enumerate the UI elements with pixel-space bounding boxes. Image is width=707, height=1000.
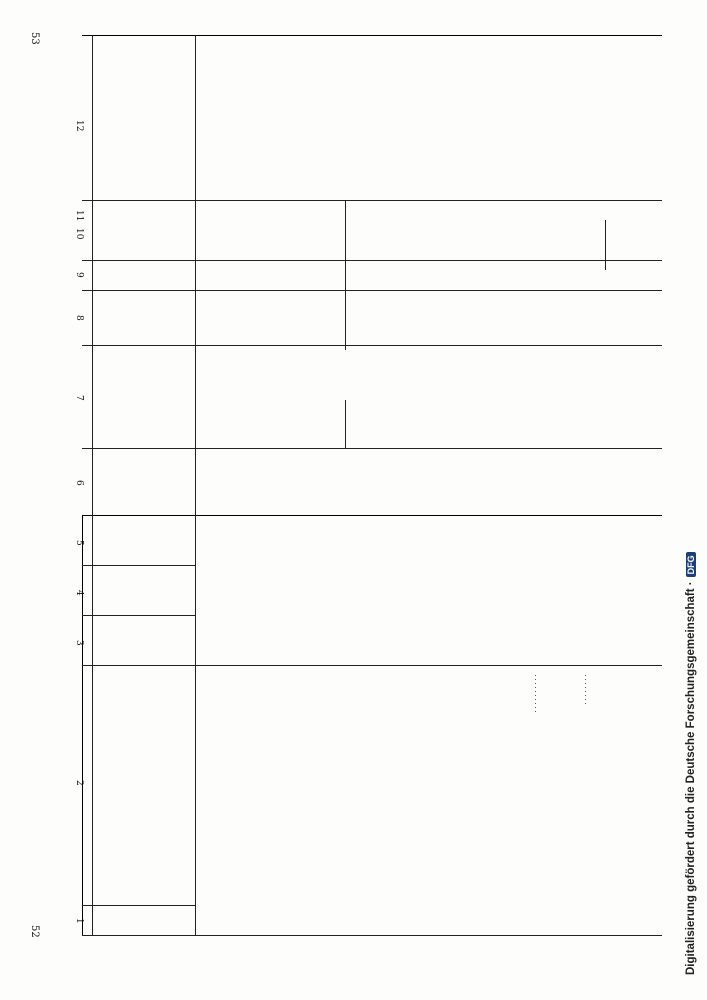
left-table-col-sep-2 [82,665,662,666]
dfg-watermark [685,552,697,975]
left-table-col-sep-4 [82,565,195,566]
right-table-top-border [82,35,662,36]
right-col-number: 7 [74,395,84,401]
left-table-subheader-line [108,615,122,616]
left-table-col-sep-3 [82,615,195,616]
right-col-number: 12 [74,120,84,132]
right-col-number: 8 [74,315,84,321]
left-table-header-bottom [195,515,196,935]
right-table-row-sep [345,200,346,350]
left-table-col-sep-1 [82,905,195,906]
dot-leader [535,675,536,715]
right-col-number: 11 [74,210,84,222]
left-col-number: 4 [74,590,84,596]
right-table-colnum-row [92,35,93,515]
left-table-bottom-border [82,935,662,936]
right-table-col-sep-4 [82,260,662,261]
left-col-number: 2 [74,780,84,786]
right-table-col-sep-3 [82,290,662,291]
right-table-rule [345,400,346,448]
right-col-number: 9 [74,272,84,278]
left-col-number: 1 [74,918,84,924]
left-col-number: 5 [74,540,84,546]
right-col-number: 10 [74,228,84,240]
left-table-colnum-row [92,515,93,935]
right-page-number: 53 [29,32,40,45]
right-table-rule [605,220,606,270]
dot-leader [585,675,586,705]
right-table-col-sep-2 [82,345,662,346]
left-col-number: 3 [74,640,84,646]
right-col-number: 6 [74,480,84,486]
right-table-header-bottom [195,35,196,515]
left-page-number: 52 [29,925,40,938]
dfg-logo-icon: DFG [686,552,696,577]
left-table-left-border [82,515,83,935]
dfg-watermark-text: Digitalisierung gefördert durch die Deutsche Forschungsgemeinschaft · [685,581,697,975]
right-table-col-sep-1 [82,448,662,449]
right-table-col-sep-5 [82,200,662,201]
left-table-top-border [82,515,662,516]
